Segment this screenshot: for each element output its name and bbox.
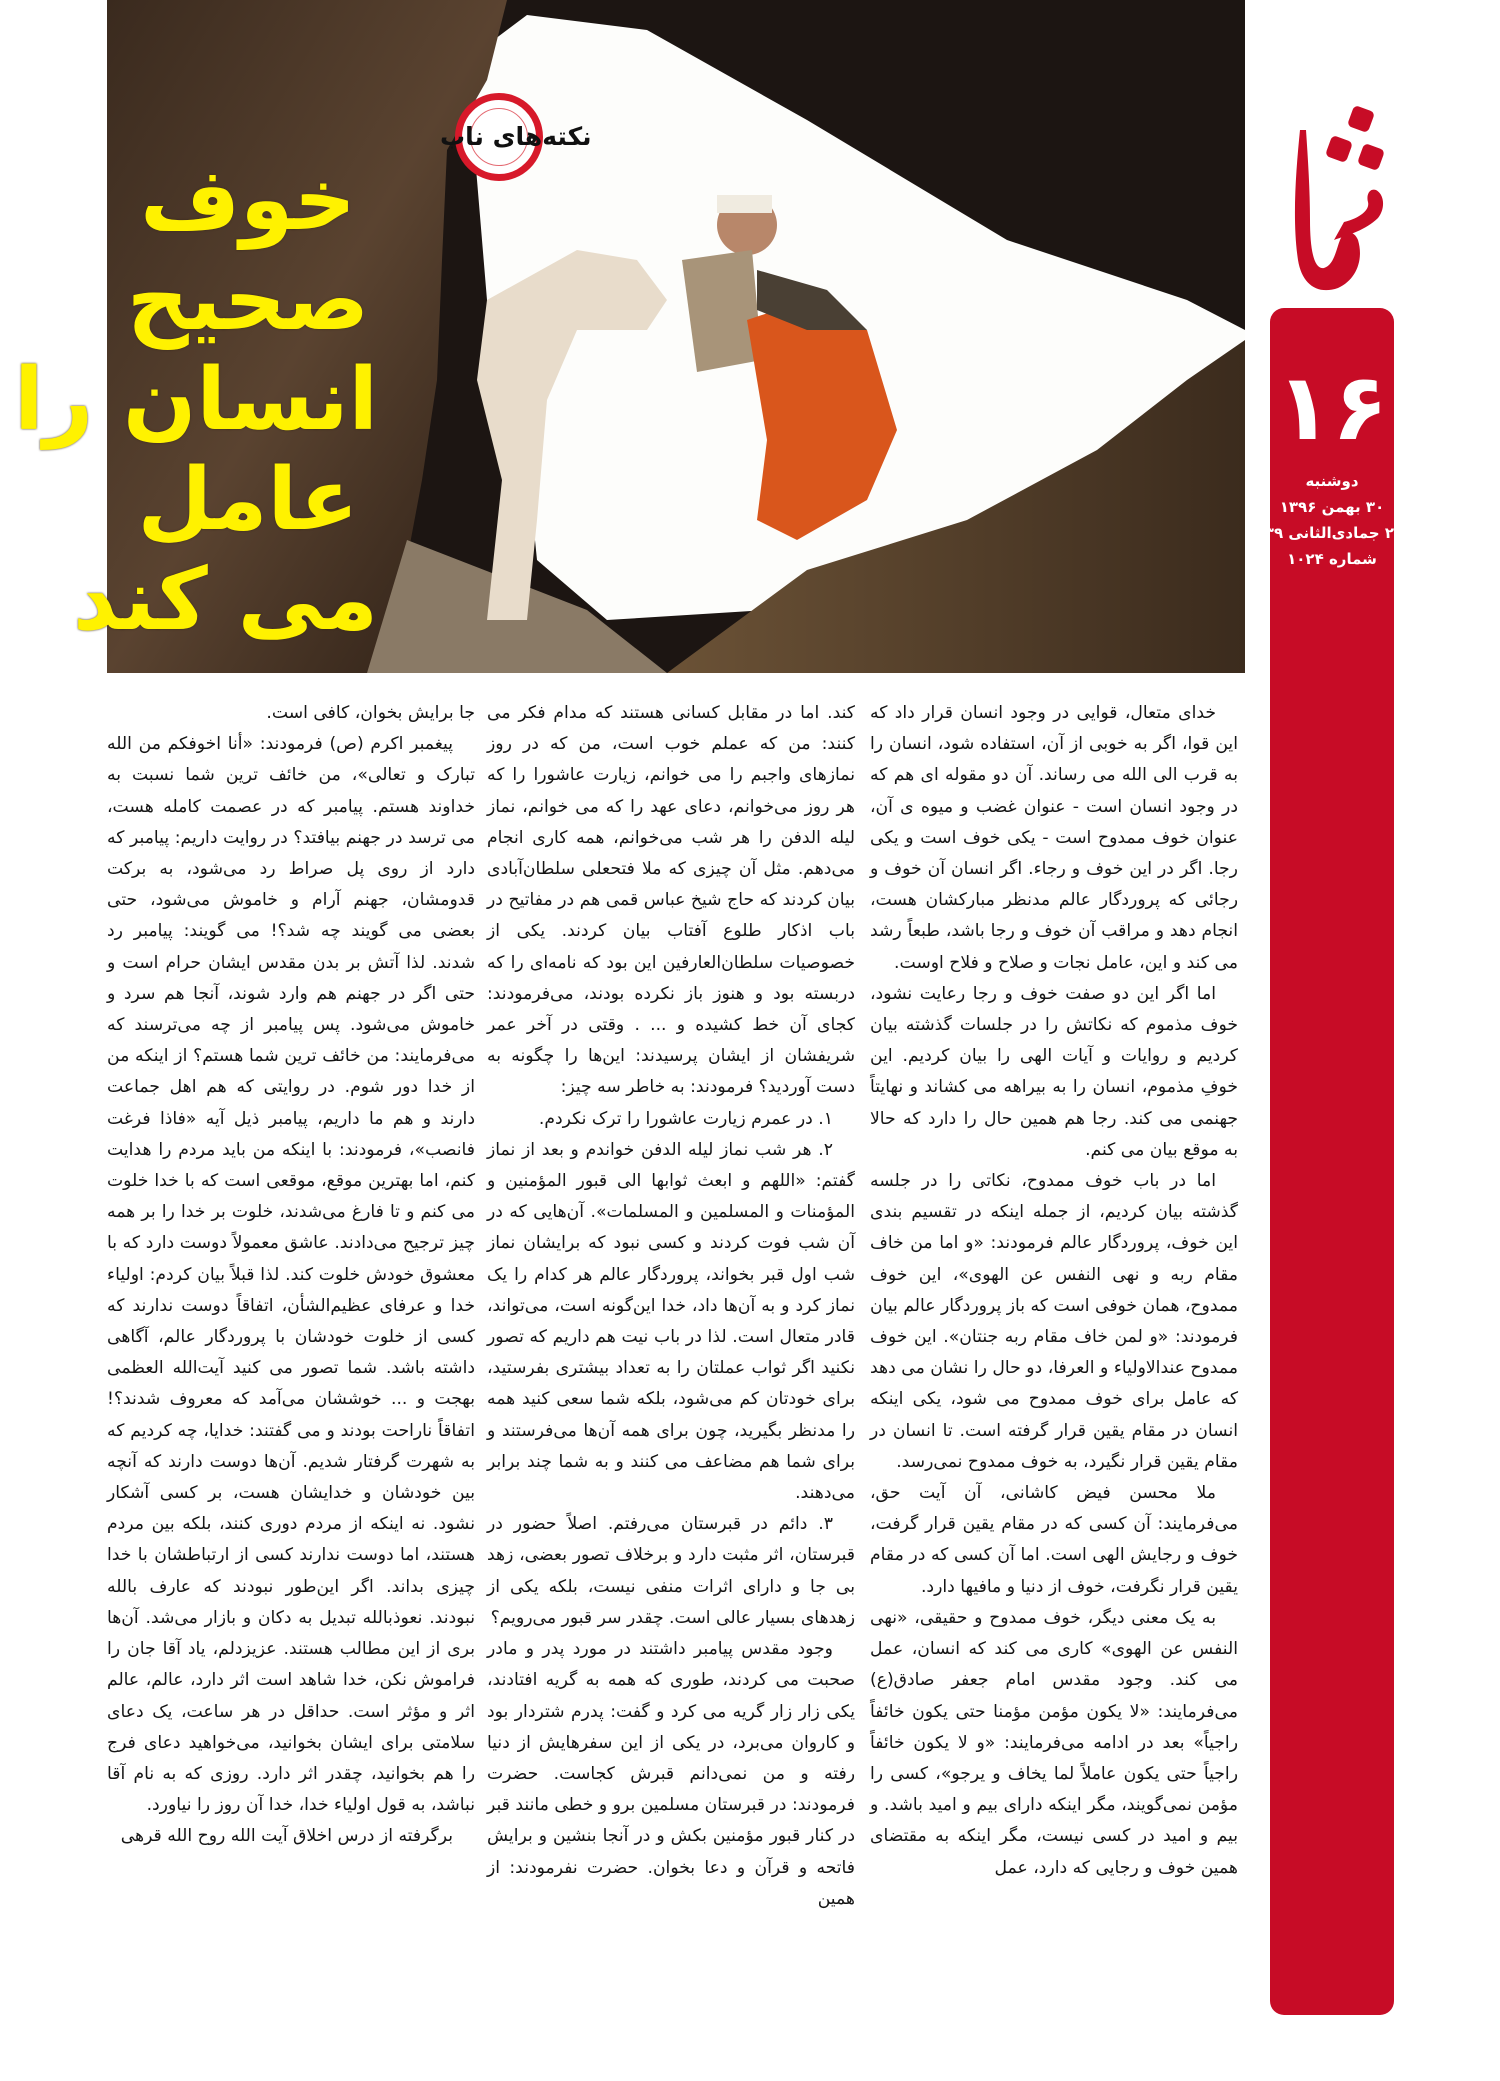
paragraph: ملا محسن فیض کاشانی، آن آیت حق، می‌فرمایند: آن کسی که در مقام یقین قرار گرفت، خوف و رجایش الهی است. اما آن کسی که در مقام یقین قرار نگرفت، خوف از دنیا و مافیها دارد.	[870, 1483, 1238, 1597]
numbered-item: ۱. در عمرم زیارت عاشورا را ترک نکردم.	[538, 1108, 833, 1129]
headline-line: انسان را	[14, 350, 378, 450]
paragraph: به یک معنی دیگر، خوف ممدوح و حقیقی، «نهی النفس عن الهوی» کاری می کند که انسان، عمل می کند. وجود مقدس امام جعفر صادق(ع) می‌فرمایند: «لا یکون مؤمن مؤمنا حتی یکون خائفاً راجیاً» بعد در ادامه می‌فرمایند: «و لا یکون خائفاً راجیاً حتی یکون عاملاً لما یخاف و یرجو»، کسی را مؤمن نمی‌گویند، مگر اینکه دارای بیم و امید باشد. و بیم و امید در کسی نیست، مگر اینکه به مقتضای همین خوف و رجایی که دارد، عمل	[870, 1607, 1238, 1878]
article-column-1	[870, 698, 1238, 1884]
section-badge-label: نکته‌های ناب	[440, 122, 592, 151]
paragraph: اما اگر این دو صفت خوف و رجا رعایت نشود، خوف مذموم که نکاتش را در جلسات گذشته بیان کردیم و روایات و آیات الهی را بیان کردیم. این خوفِ مذموم، انسان را به بیراهه می کشاند و نهایتاً جهنمی می کند. رجا هم همین حال را دارد که حالا به موقع بیان می کنم.	[870, 983, 1238, 1160]
numbered-item: ۲. هر شب نماز لیله الدفن خواندم و بعد از نماز گفتم: «اللهم و ابعث ثوابها الی قبور المؤمنین و المؤمنات و المسلمین و المسلمات». آن‌هایی که در آن شب فوت کردند و کسی نبود که برایشان نماز شب اول قبر بخواند، پروردگار عالم هر کدام را یک نماز کرد و به آن‌ها داد، خدا این‌گونه است، می‌تواند، قادر متعال است. لذا در باب نیت هم داریم که تصور نکنید اگر ثواب عملتان را به تعداد بیشتری بفرستید، برای خودتان کم می‌شود، بلکه شما سعی کنید همه را مدنظر بگیرید، چون برای همه آن‌ها می‌فرستند و برای شما هم مضاعف می کنند و به شما چند برابر می‌دهند.	[487, 1139, 855, 1504]
date-lunar: ۲ جمادی‌الثانی ۱۴۳۹	[1246, 524, 1394, 542]
paragraph: وجود مقدس پیامبر داشتند در مورد پدر و مادر صحبت می کردند، طوری که همه به گریه افتادند، یکی زار زار گریه می کرد و گفت: پدرم شتردار بود و کاروان می‌برد، در یکی از این سفرهایش از دنیا رفته و من نمی‌دانم قبرش کجاست. حضرت فرمودند: در قبرستان مسلمین برو و خطی مانند قبر در کنار قبور مؤمنین بکش و در آنجا بنشین و برایش فاتحه و قرآن و دعا بخوان. حضرت نفرمودند: از همین	[487, 1639, 855, 1909]
paragraph: کند. اما در مقابل کسانی هستند که مدام فکر می کنند: من که عملم خوب است، من که در روز نمازهای واجبم را می خوانم، زیارت عاشورا را که هر روز می‌خوانم، دعای عهد را که می خوانم، نماز لیله الدفن را هر شب می‌خوانم، همه کاری انجام می‌دهم. مثل آن چیزی که ملا فتحعلی سلطان‌آبادی بیان کردند که حاج شیخ عباس قمی هم در مفاتیح در باب اذکار طلوع آفتاب بیان کردند. یکی از خصوصیات سلطان‌العارفین این بود که نامه‌ای را که دربسته بود و هنوز باز نکرده بودند، می‌فرمودند: کجای آن خط کشیده و ... . وقتی در آخر عمر شریفشان از ایشان پرسیدند: این‌ها را چگونه به دست آوردید؟ فرمودند: به خاطر سه چیز:	[487, 703, 855, 1098]
headline-line: خوف	[140, 150, 356, 250]
paragraph: پیغمبر اکرم (ص) فرمودند: «أنا اخوفکم من الله تبارک و تعالی»، من خائف ترین شما نسبت به خداوند هستم. پیامبر که در عصمت کامله هست، می ترسد در جهنم بیافتد؟ در روایت داریم: پیامبر که دارد از روی پل صراط رد می‌شود، به برکت قدومشان، جهنم آرام و خاموش می‌شود، حتی بعضی می گویند چه شد؟! می گویند: پیامبر رد شدند. لذا آتش بر بدن مقدس ایشان حرام است و حتی اگر در جهنم هم وارد شوند، آنجا هم سرد و خاموش می‌شود. پس پیامبر از چه می‌ترسند که می‌فرمایند: من خائف ترین شما هستم؟ از اینکه من از خدا دور شوم. در روایتی که هم اهل جماعت دارند و هم ما داریم، پیامبر ذیل آیه «فاذا فرغت فانصب»، فرمودند: با اینکه من باید مردم را هدایت کنم، اما بهترین موقع، موقعی است که با خدا خلوت می کنم و تا فارغ می‌شدند، خلوت بر خدا را بر همه چیز ترجیح می‌دادند. عاشق معمولاً دوست دارد که با معشوق خودش خلوت کند. لذا قبلاً بیان کردم: اولیاء خدا و عرفای عظیم‌الشأن، اتفاقاً دوست ندارند که کسی از خلوت خودشان با پروردگار عالم، آگاهی داشته باشد. شما تصور می کنید آیت‌الله العظمی بهجت و ... خوششان می‌آمد که معروف شدند؟! اتفاقاً ناراحت بودند و می گفتند: خدایا، چه کردیم که به شهرت گرفتار شدیم. آن‌ها دوست دارند که آنچه بین خودشان و خدایشان هست، بر کسی آشکار نشود. نه اینکه از مردم دوری کنند، بلکه بین مردم هستند، اما دوست ندارند کسی از ارتباطشان با خدا چیزی بداند. اگر این‌طور نبودند که عارف بالله نبودند. نعوذبالله تبدیل به دکان و بازار می‌شد. آن‌ها بری از این مطالب هستند. عزیزدلم، یاد آقا جان را فراموش نکن، خدا شاهد است اثر دارد، عالم، عالم اثر و مؤثر است. حداقل در هر ساعت، یک دعای سلامتی برای ایشان بخوانید، می‌خواهید دعای فرج را هم بخوانید، چقدر اثر دارد. روزی که به نام آقا نباشد، به قول اولیاء خدا، خدا آن روز را نیاورد.	[107, 734, 475, 1816]
paragraph: اما در باب خوف ممدوح، نکاتی را در جلسه گذشته بیان کردیم، از جمله اینکه در تقسیم بندی این خوف، پروردگار عالم فرمودند: «و اما من خاف مقام ربه و نهی النفس عن الهوی»، این خوف ممدوح، همان خوفی است که باز پروردگار عالم بیان فرمودند: «و لمن خاف مقام ربه جنتان». این خوف ممدوح عندالاولیاء و العرفا، دو حال را نشان می دهد که عامل برای خوف ممدوح می شود، یکی اینکه انسان در مقام یقین قرار گرفته است. تا انسان در مقام یقین قرار نگیرد، به خوف ممدوح نمی‌رسد.	[870, 1171, 1238, 1472]
headline	[14, 150, 378, 650]
date-solar: ۳۰ بهمن ۱۳۹۶	[1279, 498, 1385, 516]
source-credit: برگرفته از درس اخلاق آیت الله روح الله قرهی	[120, 1826, 453, 1847]
article-column-3	[107, 698, 475, 1853]
shoma-logo	[1278, 90, 1390, 300]
page-number: ۱۶	[1275, 354, 1389, 461]
page-info-sidebar	[1246, 308, 1394, 2015]
issue-meta	[1246, 468, 1394, 572]
headline-line: می کند	[73, 550, 378, 650]
paragraph: خدای متعال، قوایی در وجود انسان قرار داد که این قوا، اگر به خوبی از آن، استفاده شود، انسان را به قرب الی الله می رساند. آن دو مقوله ای هم که در وجود انسان است - عنوان غضب و میوه ی آن، عنوان خوف ممدوح است - یکی خوف است و یکی رجا. اگر در این خوف و رجاء. اگر انسان آن خوف و رجائی که پروردگار عالم مدنظر مبارکشان هست، انجام دهد و مراقب آن خوف و رجا باشد، طبعاً رشد می کند و این، عامل نجات و صلاح و فلاح اوست.	[870, 703, 1238, 973]
weekday: دوشنبه	[1305, 472, 1359, 490]
headline-line: عامل	[137, 450, 359, 550]
issue-number: شماره ۱۰۲۴	[1287, 550, 1377, 568]
numbered-item: ۳. دائم در قبرستان می‌رفتم. اصلاً حضور در قبرستان، اثر مثبت دارد و برخلاف تصور بعضی، زهد بی جا و دارای اثرات منفی نیست، بلکه یکی از زهدهای بسیار عالی است. چقدر سر قبور می‌رویم؟	[487, 1514, 855, 1628]
paragraph: جا برایش بخوان، کافی است.	[266, 703, 475, 723]
article-column-2	[487, 698, 855, 1915]
headline-line: صحیح	[126, 250, 370, 350]
